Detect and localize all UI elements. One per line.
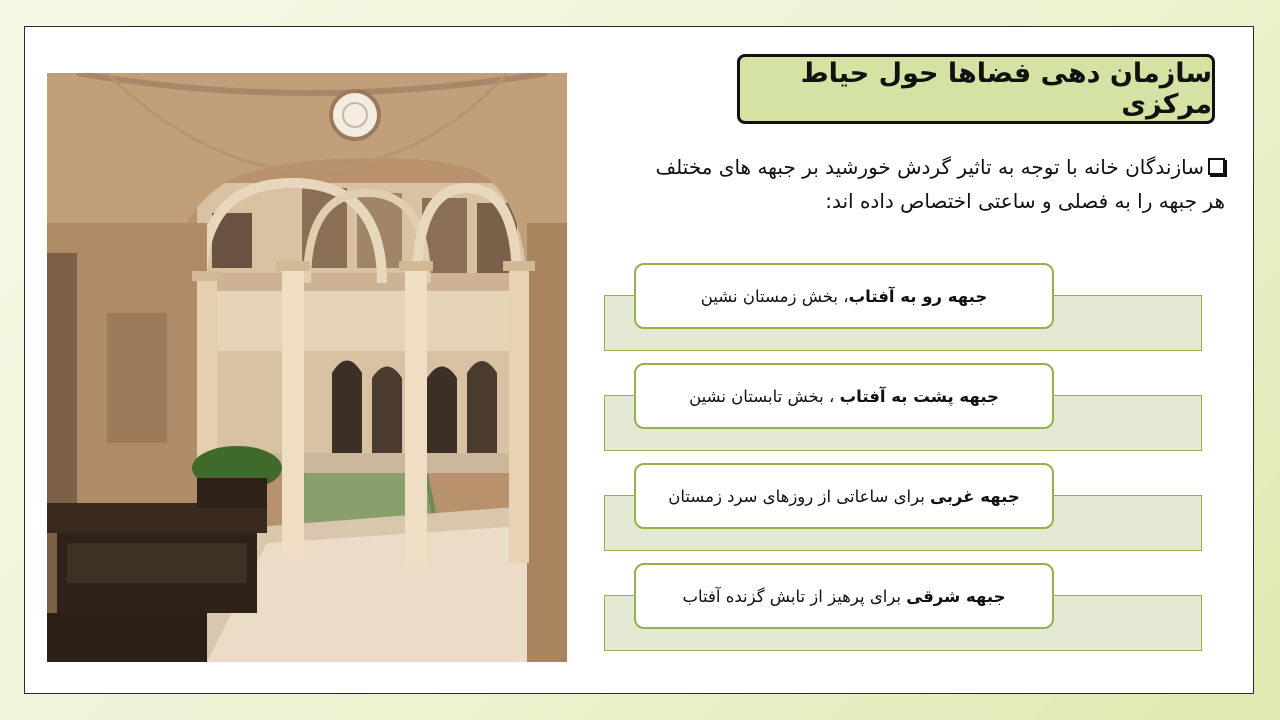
item-description: برای ساعاتی از روزهای سرد زمستان	[668, 486, 931, 506]
item-description: ، بخش تابستان نشین	[689, 386, 840, 406]
item-pill	[634, 563, 1054, 629]
item-heading: جبهه رو به آفتاب	[848, 286, 988, 306]
item-heading: جبهه شرقی	[906, 586, 1006, 606]
slide-title: سازمان دهی فضاها حول حیاط مرکزی	[800, 58, 1212, 120]
item-pill	[634, 263, 1054, 329]
courtyard-photo	[47, 73, 567, 662]
item-description: برای پرهیز از تابش گزنده آفتاب	[682, 586, 907, 606]
facade-item-1	[604, 263, 1202, 353]
facade-item-2	[604, 363, 1202, 453]
facade-item-4	[604, 563, 1202, 653]
item-pill	[634, 363, 1054, 429]
item-pill	[634, 463, 1054, 529]
slide-title-box	[737, 54, 1215, 124]
intro-text: سازندگان خانه با توجه به تاثیر گردش خورشید بر جبهه های مختلف هر جبهه را به فصلی و ساعتی اختصاص داده اند:	[655, 155, 1225, 213]
facade-item-3	[604, 463, 1202, 553]
item-heading: جبهه پشت به آفتاب	[839, 386, 999, 406]
item-description: ، بخش زمستان نشین	[700, 286, 849, 306]
item-heading: جبهه غربی	[930, 486, 1020, 506]
hollow-square-bullet-icon	[1208, 158, 1225, 175]
intro-paragraph	[650, 150, 1225, 218]
